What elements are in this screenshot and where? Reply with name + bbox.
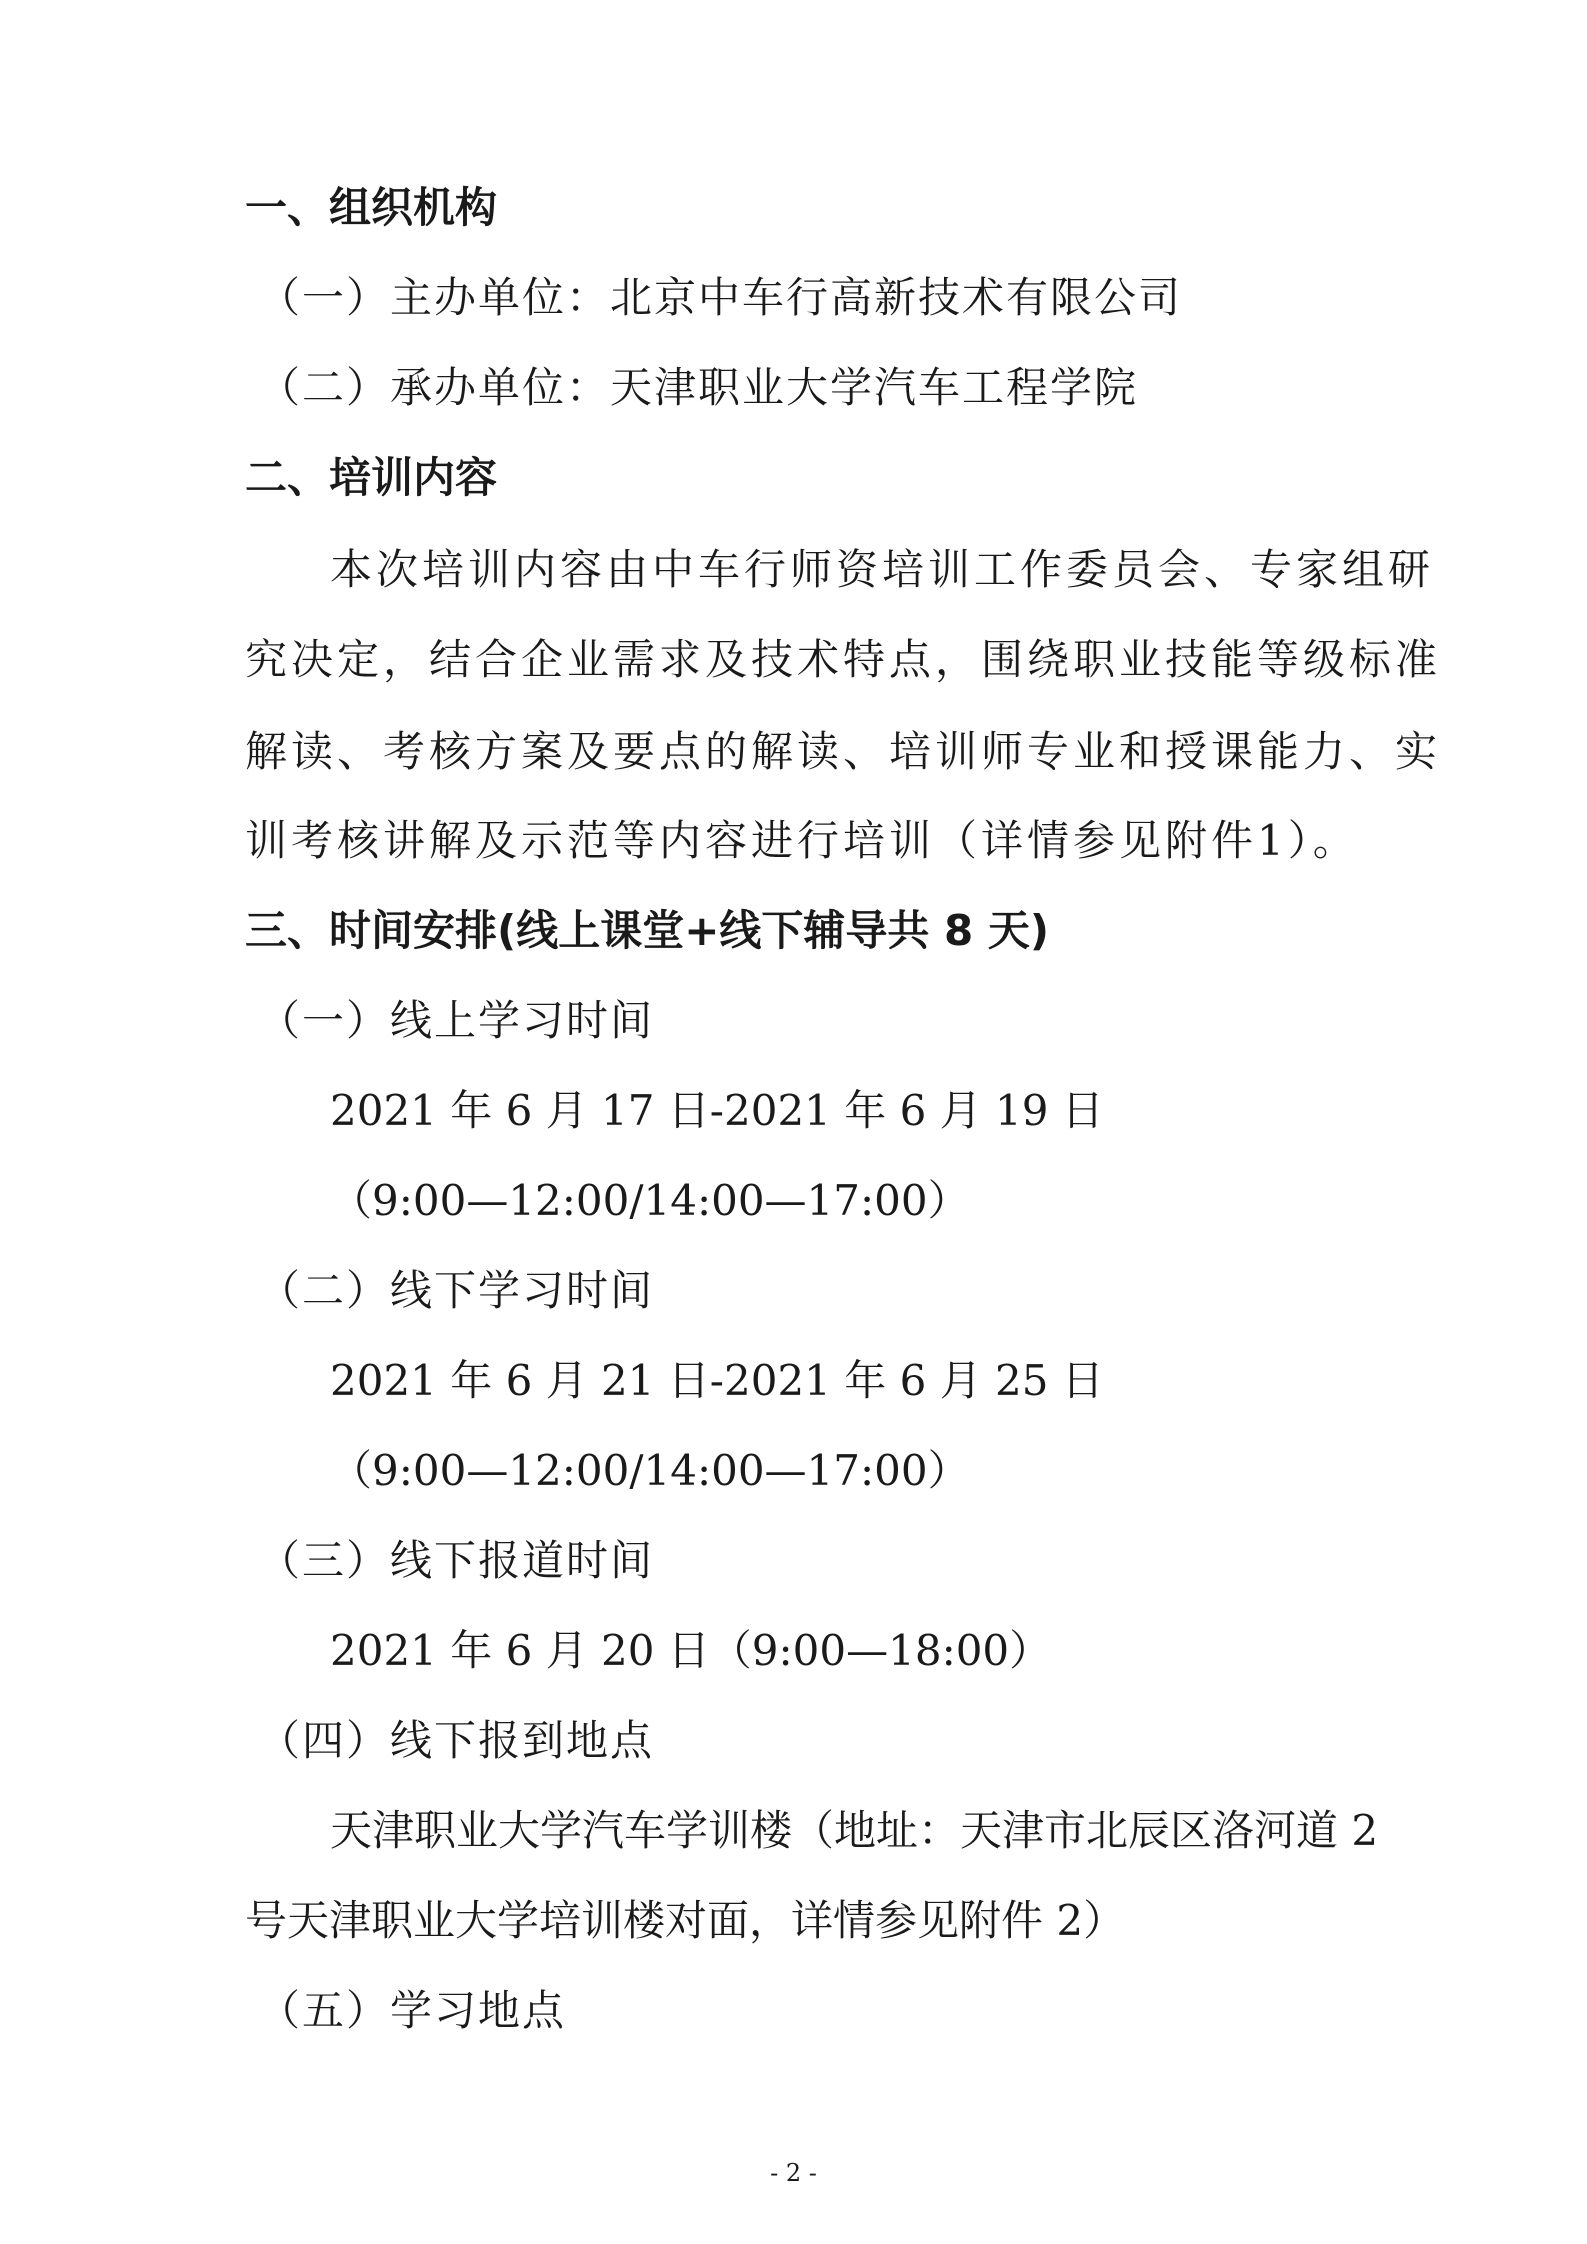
section-heading-organization: 一、组织机构 — [245, 183, 498, 232]
section-heading-schedule: 三、时间安排(线上课堂+线下辅导共 8 天) — [245, 906, 1050, 955]
checkin-place-title: （四）线下报到地点 — [258, 1716, 655, 1765]
online-study-title: （一）线上学习时间 — [258, 996, 655, 1045]
organizer-line: （一）主办单位：北京中车行高新技术有限公司 — [258, 273, 1183, 322]
offline-study-hours: （9:00—12:00/14:00—17:00） — [330, 1446, 970, 1495]
checkin-place-line-2: 号天津职业大学培训楼对面，详情参见附件 2） — [245, 1896, 1126, 1945]
content-paragraph-line-4: 训考核讲解及示范等内容进行培训（详情参见附件1）。 — [245, 816, 1359, 865]
content-paragraph-line-3: 解读、考核方案及要点的解读、培训师专业和授课能力、实 — [245, 727, 1442, 776]
content-paragraph-line-2: 究决定，结合企业需求及技术特点，围绕职业技能等级标准 — [245, 635, 1442, 684]
page-number: - 2 - — [770, 2159, 817, 2187]
checkin-time-title: （三）线下报道时间 — [258, 1536, 655, 1585]
study-place-title: （五）学习地点 — [258, 1986, 567, 2035]
section-heading-training-content: 二、培训内容 — [245, 453, 498, 502]
online-study-hours: （9:00—12:00/14:00—17:00） — [330, 1176, 970, 1225]
offline-study-title: （二）线下学习时间 — [258, 1266, 655, 1315]
checkin-time-value: 2021 年 6 月 20 日（9:00—18:00） — [330, 1626, 1052, 1675]
checkin-place-line-1: 天津职业大学汽车学训楼（地址：天津市北辰区洛河道 2 — [330, 1806, 1379, 1855]
content-paragraph-line-1: 本次培训内容由中车行师资培训工作委员会、专家组研 — [330, 545, 1435, 594]
co-organizer-line: （二）承办单位：天津职业大学汽车工程学院 — [258, 363, 1139, 412]
online-study-dates: 2021 年 6 月 17 日-2021 年 6 月 19 日 — [330, 1086, 1104, 1135]
offline-study-dates: 2021 年 6 月 21 日-2021 年 6 月 25 日 — [330, 1356, 1104, 1405]
